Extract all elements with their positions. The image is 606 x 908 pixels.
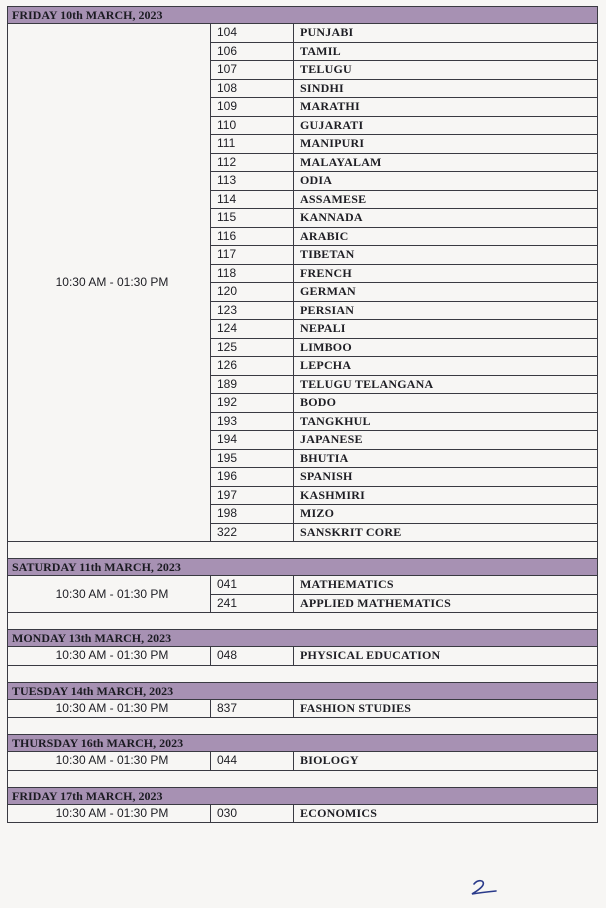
subject-code: 197 — [211, 486, 294, 505]
subject-name: GERMAN — [294, 283, 598, 302]
subject-code: 120 — [211, 283, 294, 302]
exam-time: 10:30 AM - 01:30 PM — [8, 576, 211, 613]
subject-code: 126 — [211, 357, 294, 376]
subject-code: 106 — [211, 42, 294, 61]
subject-name: KASHMIRI — [294, 486, 598, 505]
subject-code: 198 — [211, 505, 294, 524]
section-gap — [7, 613, 598, 629]
section-gap — [7, 771, 598, 787]
subject-code: 048 — [211, 647, 294, 666]
subject-code: 116 — [211, 227, 294, 246]
exam-time: 10:30 AM - 01:30 PM — [8, 647, 211, 666]
subject-name: ECONOMICS — [294, 804, 598, 823]
subject-name: ARABIC — [294, 227, 598, 246]
subject-name: MIZO — [294, 505, 598, 524]
subject-code: 196 — [211, 468, 294, 487]
exam-schedule — [7, 6, 598, 823]
handwritten-initial-icon — [466, 878, 500, 898]
subject-code: 104 — [211, 24, 294, 43]
subject-code: 124 — [211, 320, 294, 339]
exam-date-header: FRIDAY 10th MARCH, 2023 — [7, 6, 598, 23]
subject-code: 193 — [211, 412, 294, 431]
table-row — [8, 24, 598, 43]
subject-code: 195 — [211, 449, 294, 468]
subject-name: TELUGU — [294, 61, 598, 80]
subject-name: MANIPURI — [294, 135, 598, 154]
subject-name: KANNADA — [294, 209, 598, 228]
subject-code: 125 — [211, 338, 294, 357]
subject-code: 189 — [211, 375, 294, 394]
subject-name: JAPANESE — [294, 431, 598, 450]
subject-code: 837 — [211, 699, 294, 718]
subject-code: 107 — [211, 61, 294, 80]
subject-code: 109 — [211, 98, 294, 117]
subject-code: 117 — [211, 246, 294, 265]
subjects-table — [7, 646, 598, 666]
exam-date-header: SATURDAY 11th MARCH, 2023 — [7, 558, 598, 575]
subject-name: LEPCHA — [294, 357, 598, 376]
subject-code: 241 — [211, 594, 294, 613]
subject-code: 113 — [211, 172, 294, 191]
subject-name: ODIA — [294, 172, 598, 191]
subject-name: TELUGU TELANGANA — [294, 375, 598, 394]
subjects-table — [7, 575, 598, 613]
subjects-table — [7, 699, 598, 719]
subject-name: PERSIAN — [294, 301, 598, 320]
subject-name: SINDHI — [294, 79, 598, 98]
subject-name: SPANISH — [294, 468, 598, 487]
subject-name: PHYSICAL EDUCATION — [294, 647, 598, 666]
subject-name: BIOLOGY — [294, 752, 598, 771]
subject-name: NEPALI — [294, 320, 598, 339]
subject-code: 114 — [211, 190, 294, 209]
exam-time: 10:30 AM - 01:30 PM — [8, 752, 211, 771]
subject-name: LIMBOO — [294, 338, 598, 357]
subject-name: TANGKHUL — [294, 412, 598, 431]
exam-date-header: TUESDAY 14th MARCH, 2023 — [7, 682, 598, 699]
subject-name: GUJARATI — [294, 116, 598, 135]
subject-code: 111 — [211, 135, 294, 154]
subject-name: TAMIL — [294, 42, 598, 61]
exam-date-header: FRIDAY 17th MARCH, 2023 — [7, 787, 598, 804]
section-gap — [7, 666, 598, 682]
subject-name: PUNJABI — [294, 24, 598, 43]
subject-code: 030 — [211, 804, 294, 823]
subject-code: 192 — [211, 394, 294, 413]
subject-name: FRENCH — [294, 264, 598, 283]
subject-name: ASSAMESE — [294, 190, 598, 209]
subject-name: BHUTIA — [294, 449, 598, 468]
table-row — [8, 647, 598, 666]
subject-code: 041 — [211, 576, 294, 595]
exam-time: 10:30 AM - 01:30 PM — [8, 804, 211, 823]
subject-code: 115 — [211, 209, 294, 228]
exam-date-header: MONDAY 13th MARCH, 2023 — [7, 629, 598, 646]
table-row — [8, 752, 598, 771]
subject-code: 194 — [211, 431, 294, 450]
subjects-table — [7, 804, 598, 824]
table-row — [8, 804, 598, 823]
subject-name: APPLIED MATHEMATICS — [294, 594, 598, 613]
subject-name: MARATHI — [294, 98, 598, 117]
exam-time: 10:30 AM - 01:30 PM — [8, 24, 211, 542]
subject-name: SANSKRIT CORE — [294, 523, 598, 542]
section-gap — [7, 718, 598, 734]
subject-name: FASHION STUDIES — [294, 699, 598, 718]
subject-code: 108 — [211, 79, 294, 98]
subject-name: MATHEMATICS — [294, 576, 598, 595]
section-gap — [7, 542, 598, 558]
subject-code: 110 — [211, 116, 294, 135]
subject-code: 112 — [211, 153, 294, 172]
subjects-table — [7, 23, 598, 542]
subject-code: 118 — [211, 264, 294, 283]
subject-name: TIBETAN — [294, 246, 598, 265]
exam-date-header: THURSDAY 16th MARCH, 2023 — [7, 734, 598, 751]
table-row — [8, 576, 598, 595]
exam-time: 10:30 AM - 01:30 PM — [8, 699, 211, 718]
table-row — [8, 699, 598, 718]
subject-name: MALAYALAM — [294, 153, 598, 172]
subjects-table — [7, 751, 598, 771]
subject-code: 044 — [211, 752, 294, 771]
subject-code: 123 — [211, 301, 294, 320]
subject-code: 322 — [211, 523, 294, 542]
subject-name: BODO — [294, 394, 598, 413]
